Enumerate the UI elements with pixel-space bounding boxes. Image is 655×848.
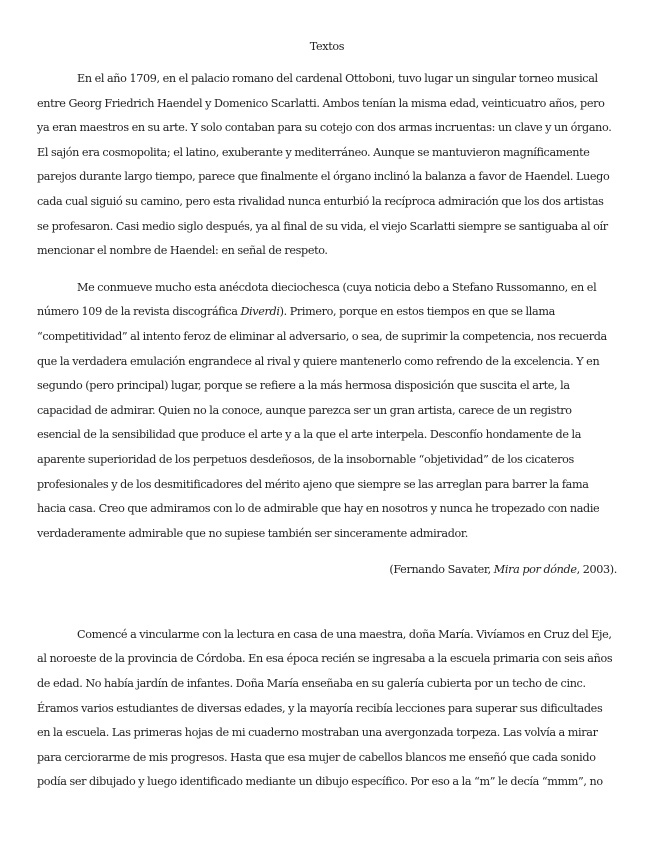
section-gap bbox=[37, 583, 617, 623]
text1-paragraph-2 bbox=[37, 276, 617, 547]
citation-author: (Fernando Savater, bbox=[389, 563, 494, 577]
magazine-title: Diverdi bbox=[240, 305, 280, 319]
text2-paragraph-1: Comencé a vincularme con la lectura en casa de una maestra, doña María. Vivíamos en Cruz del Eje, al noroeste de la provincia de Córdoba. En esa época recién se ingresaba a la escuela primaria con seis años de edad. No había jardín de infantes. Doña María enseñaba en su galería cubierta por un techo de cinc. Éramos varios estudiantes de diversas edades, y la mayoría recibía lecciones para superar sus dificultades en la escuela. Las primeras hojas de mi cuaderno mostraban una avergonzada torpeza. Las volvía a mirar para cerciorarme de mis progresos. Hasta que esa mujer de cabellos blancos me enseñó que cada sonido podía ser dibujado y luego identificado mediante un dibujo específico. Por eso a la “m” le decía “mmm”, no bbox=[37, 627, 613, 789]
page-title: Textos bbox=[309, 40, 345, 53]
document-page bbox=[37, 38, 617, 807]
text1-paragraph-2-start: Me conmueve mucho esta anécdota dieciochesca (cuya noticia debo a Stefano Russomanno, en el número 109 de la revista discográfica bbox=[37, 280, 597, 319]
text1-paragraph-2-rest: ). Primero, porque en estos tiempos en que se llama “competitividad” al intento feroz de eliminar al adversario, o sea, de suprimir la competencia, nos recuerda que la verdadera emulación engrandece al rival y quiere mantenerlo como refrendo de la excelencia. Y en segundo (pero principal) lugar, porque se refiere a la más hermosa disposición que suscita el arte, la capacidad de admirar. Quien no la conoce, aunque parezca ser un gran artista, carece de un registro esencial de la sensibilidad que produce el arte y a la que el arte interpela. Desconfío hondamente de la aparente superioridad de los perpetuos desdeñosos, de la insobornable “objetividad” de los cicateros profesionales y de los desmitificadores del mérito ajeno que siempre se las arreglan para barrer la fama hacia casa. Creo que admiramos con lo de admirable que hay en nosotros y nunca he tropezado con nadie verdaderamente admirable que no supiese también ser sinceramente admirador. bbox=[37, 305, 607, 540]
citation bbox=[37, 558, 617, 583]
citation-book-title: Mira por dónde bbox=[493, 563, 577, 577]
text1-paragraph-1: En el año 1709, en el palacio romano del cardenal Ottoboni, tuvo lugar un singular torneo musical entre Georg Friedrich Haendel y Domenico Scarlatti. Ambos tenían la misma edad, veinticuatro años, pero ya eran maestros en su arte. Y solo contaban para su cotejo con dos armas incruentas: un clave y un órgano. El sajón era cosmopolita; el latino, exuberante y mediterráneo. Aunque se mantuvieron magníficamente parejos durante largo tiempo, parece que finalmente el órgano inclinó la balanza a favor de Haendel. Luego cada cual siguió su camino, pero esta rivalidad nunca enturbió la recíproca admiración que los dos artistas se profesaron. Casi medio siglo después, ya al final de su vida, el viejo Scarlatti siempre se santiguaba al oír mencionar el nombre de Haendel: en señal de respeto. bbox=[37, 72, 612, 258]
citation-year: , 2003). bbox=[576, 563, 617, 577]
